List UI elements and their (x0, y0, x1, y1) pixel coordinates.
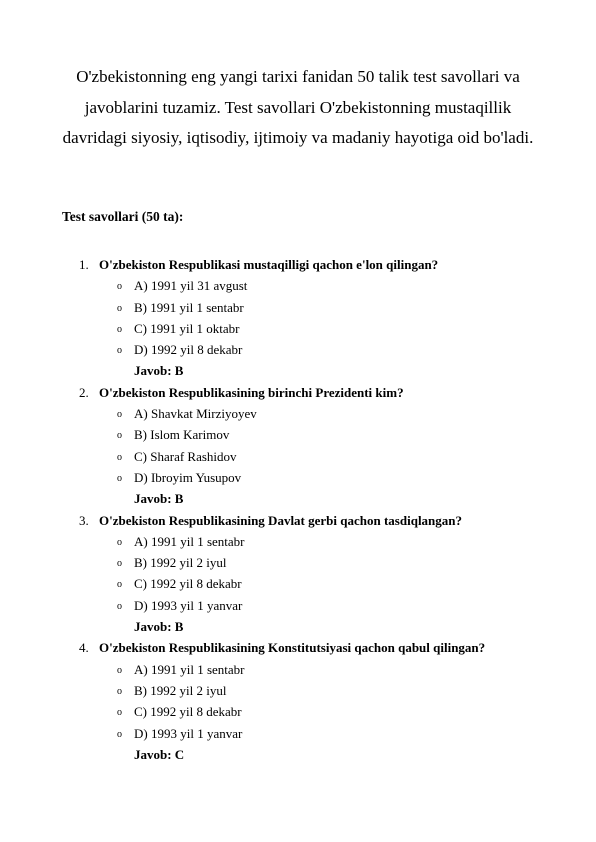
circle-bullet-icon: o (117, 281, 122, 293)
option-item (0, 446, 596, 467)
question-text: O'zbekiston Respublikasining Davlat gerbi qachon tasdiqlangan? (99, 512, 463, 528)
option-text: D) Ibroyim Yusupov (134, 469, 242, 485)
circle-bullet-icon: o (117, 345, 122, 357)
option-text: C) 1991 yil 1 oktabr (134, 320, 240, 336)
option-text: B) 1992 yil 2 iyul (134, 682, 227, 698)
option-text: B) 1992 yil 2 iyul (134, 555, 227, 571)
option-item (0, 531, 596, 552)
option-item (0, 318, 596, 339)
answer-text: Javob: B (134, 363, 184, 379)
circle-bullet-icon: o (117, 430, 122, 442)
answer-line (0, 616, 596, 637)
question-number: 3. (79, 512, 89, 528)
circle-bullet-icon: o (117, 664, 122, 676)
option-item (0, 424, 596, 445)
answer-text: Javob: B (134, 619, 184, 635)
question-item (0, 637, 596, 658)
circle-bullet-icon: o (117, 558, 122, 570)
circle-bullet-icon: o (117, 600, 122, 612)
option-item (0, 573, 596, 594)
option-item (0, 297, 596, 318)
option-text: A) 1991 yil 31 avgust (134, 278, 248, 294)
option-text: A) 1991 yil 1 sentabr (134, 661, 245, 677)
circle-bullet-icon: o (117, 707, 122, 719)
question-number: 1. (79, 257, 89, 272)
answer-text: Javob: C (134, 746, 185, 762)
option-item (0, 723, 596, 744)
option-item (0, 275, 596, 296)
question-text: O'zbekiston Respublikasining Konstitutsiyasi qachon qabul qilingan? (99, 640, 486, 656)
option-item (0, 552, 596, 573)
option-text: D) 1992 yil 8 dekabr (134, 342, 243, 358)
option-item (0, 339, 596, 360)
question-number: 4. (79, 640, 89, 656)
option-text: A) Shavkat Mirziyoyev (134, 406, 257, 422)
option-item (0, 680, 596, 701)
question-item (0, 254, 596, 275)
option-text: B) 1991 yil 1 sentabr (134, 299, 244, 315)
circle-bullet-icon: o (117, 472, 122, 484)
section-title: Test savollari (50 ta): (62, 209, 184, 224)
option-text: C) 1992 yil 8 dekabr (134, 576, 242, 592)
question-item (0, 510, 596, 531)
circle-bullet-icon: o (117, 728, 122, 740)
question-item (0, 382, 596, 403)
circle-bullet-icon: o (117, 302, 122, 314)
answer-text: Javob: B (134, 491, 184, 507)
option-item (0, 595, 596, 616)
option-text: D) 1993 yil 1 yanvar (134, 725, 243, 741)
circle-bullet-icon: o (117, 323, 122, 335)
circle-bullet-icon: o (117, 409, 122, 421)
option-item (0, 403, 596, 424)
circle-bullet-icon: o (117, 536, 122, 548)
option-text: B) Islom Karimov (134, 427, 230, 443)
answer-line (0, 360, 596, 381)
option-text: D) 1993 yil 1 yanvar (134, 597, 243, 613)
circle-bullet-icon: o (117, 451, 122, 463)
circle-bullet-icon: o (117, 579, 122, 591)
question-number: 2. (79, 384, 89, 400)
option-text: A) 1991 yil 1 sentabr (134, 533, 245, 549)
answer-line (0, 488, 596, 509)
option-item (0, 701, 596, 722)
question-text: O'zbekiston Respublikasi mustaqilligi qachon e'lon qilingan? (99, 257, 439, 272)
question-list (0, 254, 596, 765)
intro-paragraph: O'zbekistonning eng yangi tarixi fanidan 50 talik test savollari va javoblarini tuzamiz. Test savollari O'zbekistonning mustaqillik davridagi siyosiy, iqtisodiy, ijtimoiy va madaniy hayotiga oid bo'ladi. (62, 67, 534, 147)
option-text: C) Sharaf Rashidov (134, 448, 237, 464)
question-text: O'zbekiston Respublikasining birinchi Prezidenti kim? (99, 384, 404, 400)
option-item (0, 467, 596, 488)
answer-line (0, 744, 596, 765)
option-item (0, 659, 596, 680)
option-text: C) 1992 yil 8 dekabr (134, 704, 242, 720)
circle-bullet-icon: o (117, 685, 122, 697)
